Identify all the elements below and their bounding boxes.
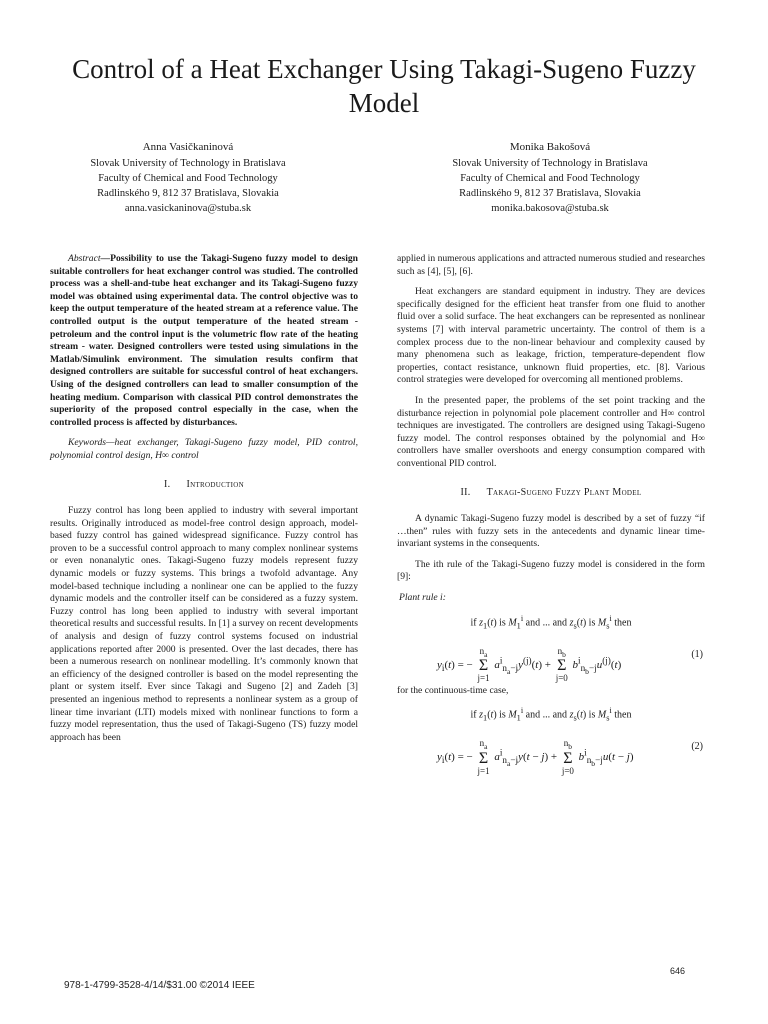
rule-antecedent-1: if $z_1(t)$ is $M_1^i$ and ... and $z_s(t)$ is $M_s^i$ then xyxy=(470,613,632,630)
author-university: Slovak University of Technology in Bratislava xyxy=(90,158,286,169)
author-university: Slovak University of Technology in Bratislava xyxy=(452,158,648,169)
paragraph-heat-exchangers: Heat exchangers are standard equipment in industry. They are devices specifically designed for the efficient heat transfer from one fluid to another fluid over a solid surface. The heat exchangers can be represented as nonlinear systems [7] with interval parametric uncertainty. The control of them is a complex process due to the non-linear behaviour and complexity caused by many phenomena such as leakage, friction, temperature-dependent flow properties, contact resistance, unknown fluid properties, etc. [8]. Various control strategies were developed for overcoming all mentioned problems. xyxy=(397,286,705,386)
section-heading-ts-model xyxy=(397,487,705,500)
section-title: Introduction xyxy=(186,478,244,490)
continuous-case-text: for the continuous-time case, xyxy=(397,684,509,696)
plant-rule-label: Plant rule i: xyxy=(399,592,446,604)
abstract xyxy=(50,253,358,429)
section-number: I. xyxy=(164,478,171,490)
equation-1-body: $y_i(t)$ = − $n_a$ Σ j=1 $a^i_{n_a-j}y^{(j)}(t) + n_b$ Σ j=0 $b^i_{n_b-j}u^{(j)}(t)$ xyxy=(437,645,622,684)
author-email[interactable]: anna.vasickaninova@stuba.sk xyxy=(124,203,252,214)
equation-2-body: $y_i(t)$ = − $n_a$ Σ j=1 $a^i_{n_a-j}y(t - j) + n_b$ Σ j=0 $b^i_{n_b-j}u(t - j)$ xyxy=(437,738,634,776)
author-block-1 xyxy=(38,140,338,216)
paragraph-ts-description: A dynamic Takagi-Sugeno fuzzy model is described by a set of fuzzy “if …then” rules with fuzzy sets in the antecedents and dynamic linear time-invariant systems in the consequents. xyxy=(397,513,705,550)
paper-title: Control of a Heat Exchanger Using Takagi-Sugeno Fuzzy Model xyxy=(72,54,696,118)
abstract-lead: Abstract xyxy=(68,253,101,264)
author-faculty: Faculty of Chemical and Food Technology xyxy=(460,173,640,184)
section-title: Takagi-Sugeno Fuzzy Plant Model xyxy=(486,486,642,498)
author-faculty: Faculty of Chemical and Food Technology xyxy=(98,173,278,184)
section-heading-introduction xyxy=(50,479,358,492)
paragraph-continued: applied in numerous applications and attracted numerous studied and researches such as [4], [5], [6]. xyxy=(397,253,705,277)
author-name: Monika Bakošová xyxy=(509,141,591,153)
section-number: II. xyxy=(460,486,471,498)
author-name: Anna Vasičkaninová xyxy=(142,141,234,153)
page-number: 646 xyxy=(670,966,686,976)
author-block-2 xyxy=(400,140,700,216)
paragraph-presented-paper: In the presented paper, the problems of the set point tracking and the disturbance rejection in polynomial pole placement controller and H∞ control techniques are investigated. The controllers are designed using Takagi-Sugeno fuzzy model. The control responses obtained by the polynomial and H∞ controllers have smaller overshoots and energy consumption compared with conventional PID control. xyxy=(397,394,705,469)
keywords-text: —heat exchanger, Takagi-Sugeno fuzzy model, PID control, polynomial control design, H∞ control xyxy=(50,437,358,461)
equation-2 xyxy=(397,727,705,776)
author-address: Radlinského 9, 812 37 Bratislava, Slovakia xyxy=(97,188,279,199)
author-address: Radlinského 9, 812 37 Bratislava, Slovakia xyxy=(459,188,641,199)
paragraph-ith-rule: The ith rule of the Takagi-Sugeno fuzzy model is considered in the form [9]: xyxy=(397,558,705,583)
abstract-text: —Possibility to use the Takagi-Sugeno fuzzy model to design suitable controllers for heat exchanger control was studied. The controlled process was a shell-and-tube heat exchanger and its Takagi-Sugeno fuzzy model was obtained using experimental data. The control objective was to keep the output temperature of the heated stream at a reference value. The controlled output is the output temperature of the heated stream - petroleum and the control input is the volumetric flow rate of the heating stream - water. Designed controllers were tested using simulations in the Matlab/Simulink environment. The simulation results confirm that designed controllers are suitable for successful control of heat exchangers. Using of the designed controllers can lead to smaller consumption of the heating medium. Comparison with classical PID control demonstrates the superiority of the proposed control especially in the case, when the controlled process is affected by disturbances. xyxy=(50,253,358,428)
equation-1 xyxy=(397,635,705,684)
equation-2-number: (2) xyxy=(691,741,703,753)
rule-antecedent-2: if $z_1(t)$ is $M_1^i$ and ... and $z_s(t)$ is $M_s^i$ then xyxy=(470,706,632,723)
equation-1-number: (1) xyxy=(691,648,703,660)
right-column xyxy=(397,253,705,777)
left-column xyxy=(50,253,358,752)
keywords xyxy=(50,437,358,462)
author-email[interactable]: monika.bakosova@stuba.sk xyxy=(491,203,609,214)
intro-paragraph: Fuzzy control has long been applied to industry with several important results. Originally introduced as model-free control design approach, model-based fuzzy control has gained widespread significance. Fuzzy control has proven to be a successful control approach to many complex nonlinear systems or even nonanalytic ones. Takagi-Sugeno fuzzy models represent fuzzy dynamic models or fuzzy systems. This brings a twofold advantage. Any model-based technique including a nonlinear one can be applied to the fuzzy dynamic models and the controller itself can be considered as a fuzzy system. Fuzzy control has long been applied to industry with several important theoretical results and successful results. In [1] a survey on recent developments of analysis and design of fuzzy control systems focused on industrial applications reported after 2000 is presented. Over the last decades, there has been a numerous research on nonlinear modelling. It’s commonly known that an efficiency of the designed controller is based on the model representing the plant or system itself. Ever since Takagi and Sugeno [2] and Zadeh [3] presented an ingenious method to represents a nonlinear system as a group of linear time invariant (LTI) models mixed with nonlinear functions to form a fuzzy model representation, thus the used of Takagi-Sugeno (TS) fuzzy model approach has been xyxy=(50,505,358,743)
footer-copyright: 978-1-4799-3528-4/14/$31.00 ©2014 IEEE xyxy=(64,980,255,991)
keywords-lead: Keywords xyxy=(68,437,107,449)
